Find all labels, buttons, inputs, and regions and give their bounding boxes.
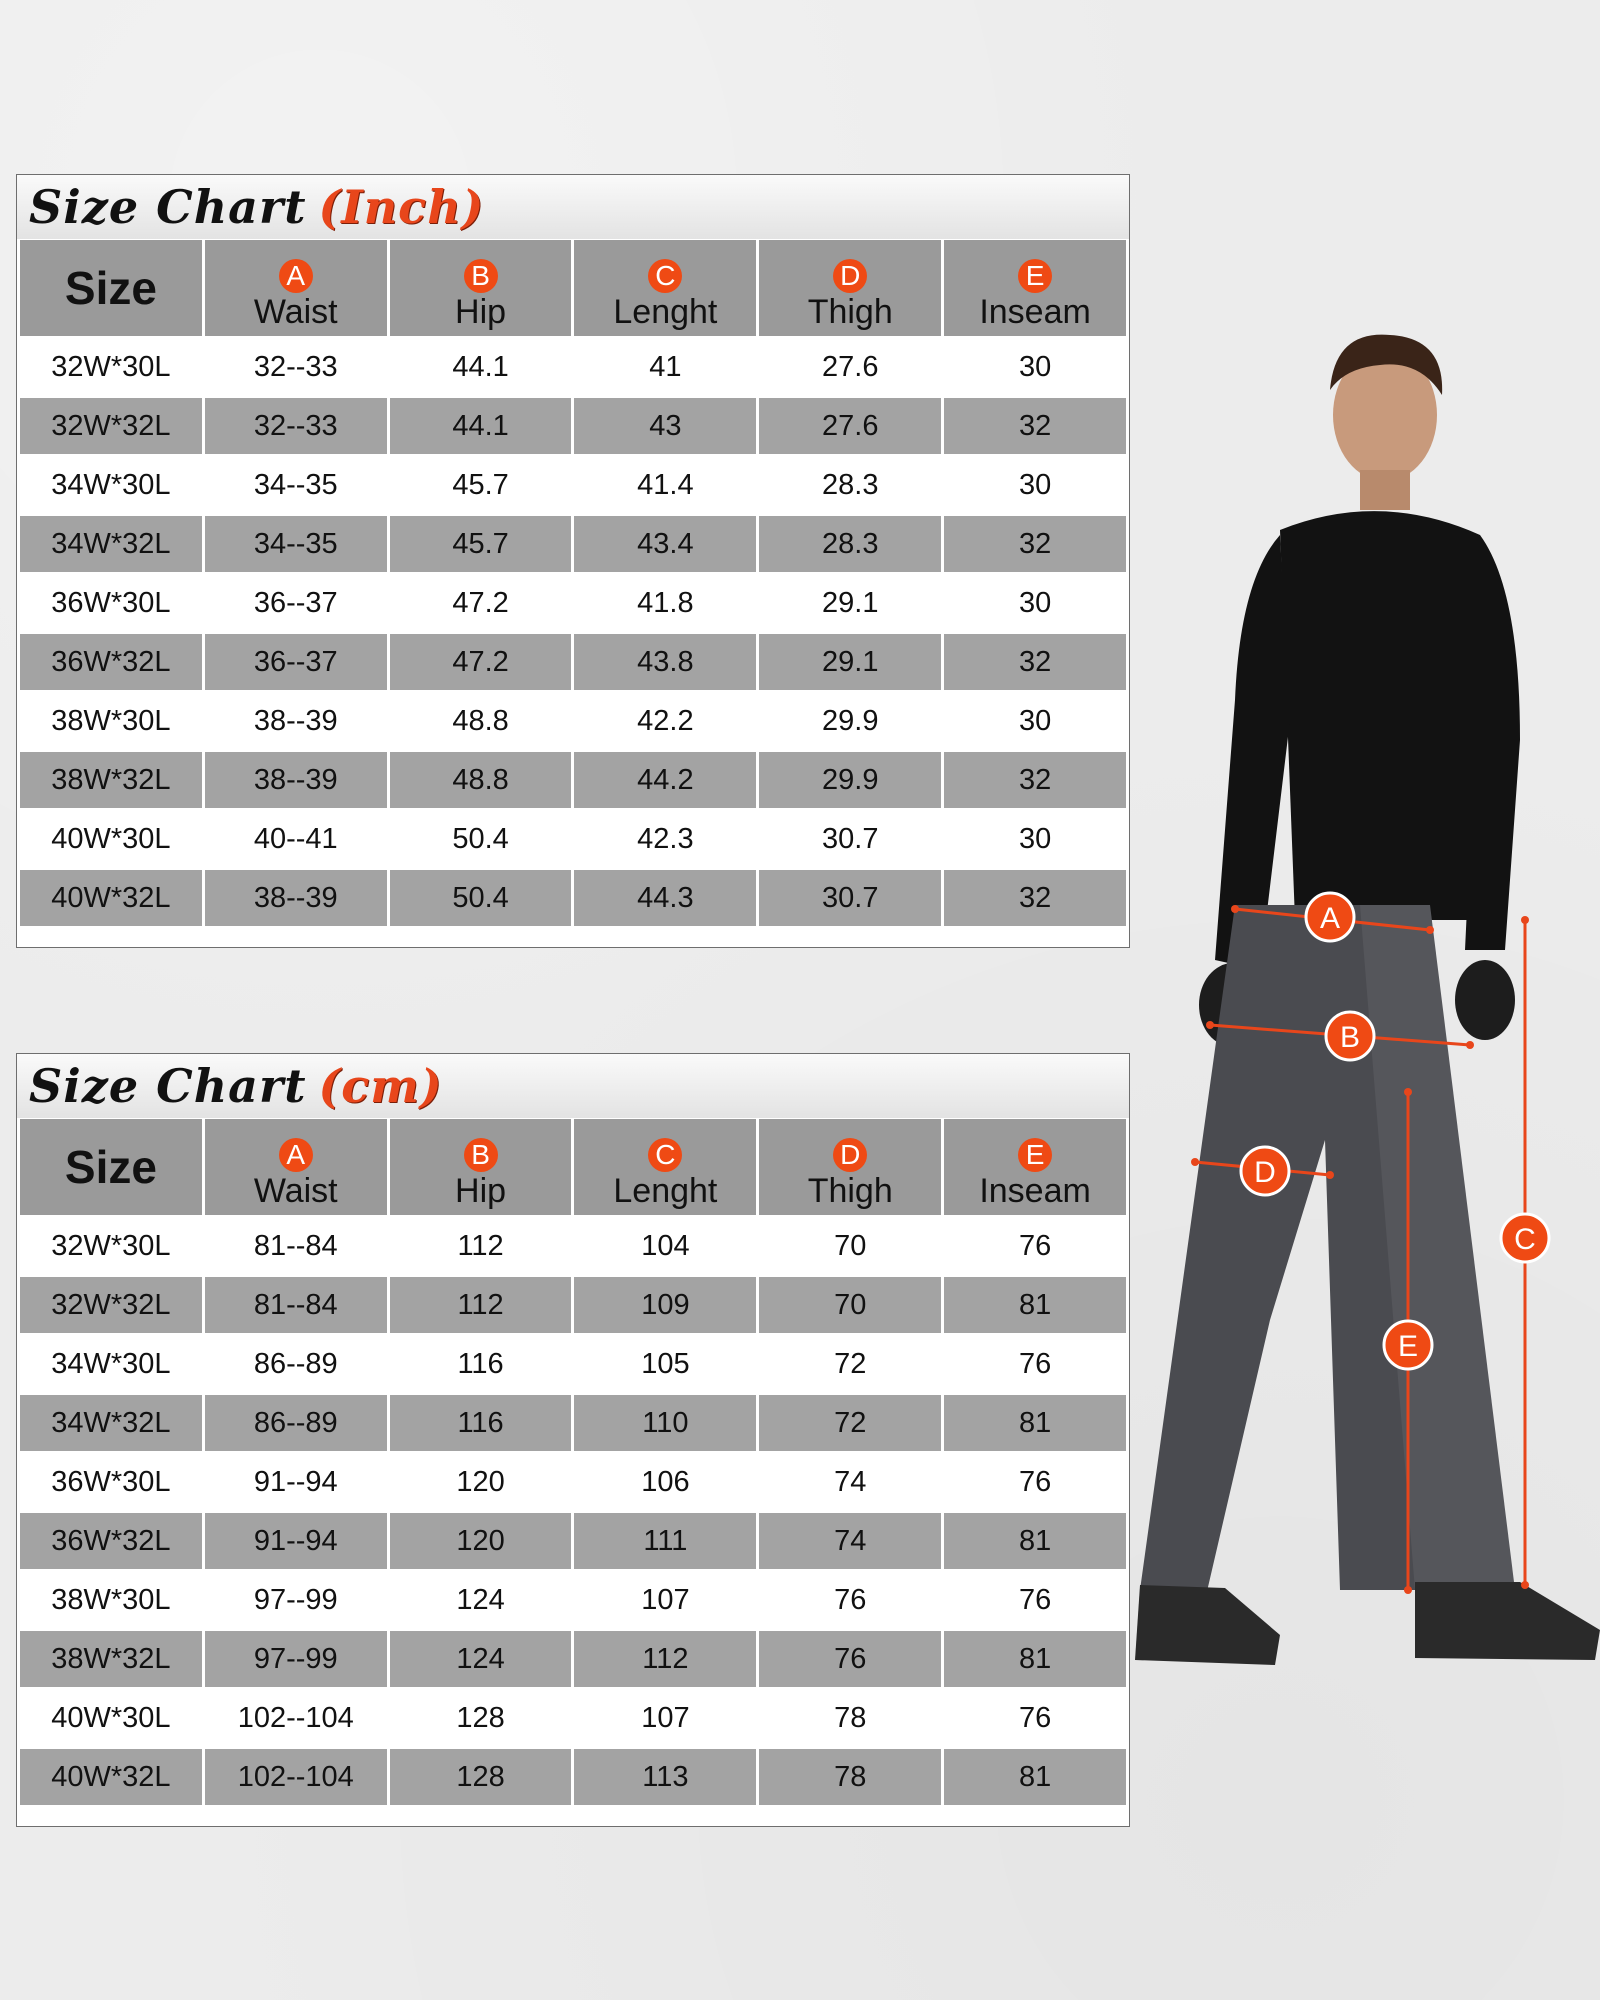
measurement-cell: 43.4 [574, 516, 756, 572]
table-row [20, 1454, 1126, 1510]
measurement-cell: 34--35 [205, 457, 387, 513]
measurement-cell: 38--39 [205, 752, 387, 808]
measurement-cell: 45.7 [390, 457, 572, 513]
size-cell: 34W*30L [20, 1336, 202, 1392]
measurement-badge: C [648, 1138, 682, 1172]
measurement-cell: 81 [944, 1749, 1126, 1805]
table-row [20, 870, 1126, 926]
column-header-size: Size [20, 1119, 202, 1215]
size-cell: 40W*30L [20, 811, 202, 867]
measurement-cell: 40--41 [205, 811, 387, 867]
measurement-cell: 44.3 [574, 870, 756, 926]
table-row [20, 1395, 1126, 1451]
measurement-cell: 29.1 [759, 634, 941, 690]
measurement-cell: 72 [759, 1395, 941, 1451]
measurement-cell: 32--33 [205, 398, 387, 454]
measurement-cell: 29.9 [759, 752, 941, 808]
measurement-cell: 107 [574, 1572, 756, 1628]
column-header [205, 1119, 387, 1215]
size-chart-inch [16, 174, 1130, 948]
column-header [574, 240, 756, 336]
measurement-cell: 43.8 [574, 634, 756, 690]
column-header [759, 1119, 941, 1215]
measurement-cell: 76 [944, 1336, 1126, 1392]
table-row [20, 339, 1126, 395]
size-cell: 38W*30L [20, 1572, 202, 1628]
measurement-cell: 50.4 [390, 811, 572, 867]
measurement-cell: 32--33 [205, 339, 387, 395]
size-chart-cm [16, 1053, 1130, 1827]
size-cell: 40W*32L [20, 870, 202, 926]
column-header [944, 240, 1126, 336]
chart-unit: (cm) [318, 1059, 443, 1113]
measurement-cell: 48.8 [390, 752, 572, 808]
size-cell: 34W*32L [20, 1395, 202, 1451]
measurement-badge: B [464, 259, 498, 293]
measurement-cell: 30 [944, 339, 1126, 395]
column-header-label: Waist [253, 1172, 338, 1210]
column-header [574, 1119, 756, 1215]
measurement-cell: 38--39 [205, 693, 387, 749]
column-header-label: Hip [455, 293, 507, 331]
chart-title [17, 1054, 1129, 1118]
size-cell: 38W*30L [20, 693, 202, 749]
measurement-cell: 43 [574, 398, 756, 454]
measurement-cell: 102--104 [205, 1749, 387, 1805]
measurement-cell: 107 [574, 1690, 756, 1746]
table-row [20, 1336, 1126, 1392]
column-header-size: Size [20, 240, 202, 336]
measurement-cell: 112 [574, 1631, 756, 1687]
table-row [20, 1690, 1126, 1746]
table-row [20, 1631, 1126, 1687]
table-row [20, 752, 1126, 808]
table-header-row [20, 240, 1126, 336]
measurement-cell: 38--39 [205, 870, 387, 926]
size-cell: 40W*32L [20, 1749, 202, 1805]
measurement-cell: 78 [759, 1690, 941, 1746]
measurement-cell: 128 [390, 1749, 572, 1805]
measurement-cell: 110 [574, 1395, 756, 1451]
measurement-cell: 112 [390, 1218, 572, 1274]
measurement-cell: 111 [574, 1513, 756, 1569]
measurement-cell: 41.8 [574, 575, 756, 631]
table-row [20, 516, 1126, 572]
size-cell: 36W*30L [20, 575, 202, 631]
measurement-badge: D [833, 259, 867, 293]
measurement-badge: E [1018, 1138, 1052, 1172]
svg-text:B: B [1339, 1021, 1361, 1054]
measurement-cell: 104 [574, 1218, 756, 1274]
measurement-cell: 86--89 [205, 1336, 387, 1392]
measurement-cell: 72 [759, 1336, 941, 1392]
table-row [20, 1277, 1126, 1333]
model-illustration [1130, 320, 1600, 1680]
svg-text:C: C [1514, 1223, 1536, 1256]
chart-title-text: Size Chart [29, 1059, 307, 1113]
measurement-cell: 32 [944, 752, 1126, 808]
measurement-cell: 76 [759, 1631, 941, 1687]
marker-d [1241, 1147, 1289, 1195]
measurement-cell: 97--99 [205, 1572, 387, 1628]
measurement-cell: 112 [390, 1277, 572, 1333]
table-row [20, 1218, 1126, 1274]
column-header [390, 240, 572, 336]
measurement-cell: 120 [390, 1513, 572, 1569]
measurement-cell: 50.4 [390, 870, 572, 926]
measurement-cell: 30 [944, 575, 1126, 631]
measurement-cell: 106 [574, 1454, 756, 1510]
measurement-cell: 76 [759, 1572, 941, 1628]
size-cell: 40W*30L [20, 1690, 202, 1746]
size-cell: 34W*32L [20, 516, 202, 572]
measurement-cell: 29.9 [759, 693, 941, 749]
size-cell: 38W*32L [20, 1631, 202, 1687]
measurement-cell: 124 [390, 1631, 572, 1687]
measurement-cell: 30 [944, 693, 1126, 749]
model-right-glove [1455, 960, 1515, 1040]
table-row [20, 575, 1126, 631]
column-header-label: Thigh [807, 1172, 893, 1210]
measurement-cell: 36--37 [205, 634, 387, 690]
chart-unit: (Inch) [318, 180, 485, 234]
measurement-cell: 74 [759, 1454, 941, 1510]
measurement-cell: 97--99 [205, 1631, 387, 1687]
measurement-cell: 42.3 [574, 811, 756, 867]
size-cell: 38W*32L [20, 752, 202, 808]
measurement-cell: 76 [944, 1690, 1126, 1746]
model-shirt [1280, 511, 1495, 920]
size-cell: 32W*32L [20, 398, 202, 454]
measurement-cell: 109 [574, 1277, 756, 1333]
table-row [20, 1749, 1126, 1805]
measurement-cell: 76 [944, 1572, 1126, 1628]
table-header-row [20, 1119, 1126, 1215]
table-row [20, 398, 1126, 454]
measurement-cell: 120 [390, 1454, 572, 1510]
measurement-cell: 116 [390, 1395, 572, 1451]
measurement-cell: 78 [759, 1749, 941, 1805]
measurement-cell: 36--37 [205, 575, 387, 631]
measurement-cell: 113 [574, 1749, 756, 1805]
measurement-cell: 30.7 [759, 811, 941, 867]
measurement-cell: 48.8 [390, 693, 572, 749]
measurement-cell: 70 [759, 1218, 941, 1274]
model-left-arm [1215, 535, 1290, 970]
column-header-label: Waist [253, 293, 338, 331]
measurement-cell: 81 [944, 1631, 1126, 1687]
column-header-label: Lenght [613, 293, 718, 331]
size-cell: 34W*30L [20, 457, 202, 513]
measurement-cell: 28.3 [759, 457, 941, 513]
column-header [205, 240, 387, 336]
marker-e [1384, 1321, 1432, 1369]
size-cell: 36W*32L [20, 1513, 202, 1569]
table-row [20, 693, 1126, 749]
model-right-boot [1415, 1582, 1600, 1660]
measurement-badge: A [279, 259, 313, 293]
measurement-cell: 91--94 [205, 1454, 387, 1510]
table-row [20, 634, 1126, 690]
svg-text:E: E [1397, 1330, 1419, 1363]
measurement-cell: 42.2 [574, 693, 756, 749]
measurement-cell: 32 [944, 870, 1126, 926]
measurement-badge: C [648, 259, 682, 293]
measurement-cell: 32 [944, 634, 1126, 690]
size-table [17, 1116, 1129, 1808]
model-left-boot [1135, 1585, 1280, 1665]
measurement-cell: 76 [944, 1218, 1126, 1274]
table-row [20, 457, 1126, 513]
measurement-cell: 74 [759, 1513, 941, 1569]
measurement-cell: 41 [574, 339, 756, 395]
svg-text:A: A [1319, 902, 1341, 935]
measurement-cell: 116 [390, 1336, 572, 1392]
column-header-label: Hip [455, 1172, 507, 1210]
measurement-cell: 81 [944, 1513, 1126, 1569]
measurement-cell: 81--84 [205, 1277, 387, 1333]
chart-title [17, 175, 1129, 239]
column-header-label: Inseam [979, 293, 1091, 331]
size-cell: 32W*32L [20, 1277, 202, 1333]
column-header-label: Lenght [613, 1172, 718, 1210]
measurement-cell: 81--84 [205, 1218, 387, 1274]
size-cell: 36W*30L [20, 1454, 202, 1510]
column-header [390, 1119, 572, 1215]
measurement-cell: 102--104 [205, 1690, 387, 1746]
table-row [20, 1513, 1126, 1569]
size-cell: 36W*32L [20, 634, 202, 690]
size-cell: 32W*30L [20, 339, 202, 395]
measurement-cell: 30 [944, 811, 1126, 867]
chart-title-text: Size Chart [29, 180, 307, 234]
measurement-cell: 47.2 [390, 634, 572, 690]
measurement-cell: 70 [759, 1277, 941, 1333]
measurement-cell: 30 [944, 457, 1126, 513]
svg-text:D: D [1254, 1156, 1276, 1189]
measurement-cell: 44.1 [390, 398, 572, 454]
measurement-cell: 81 [944, 1277, 1126, 1333]
measurement-cell: 41.4 [574, 457, 756, 513]
size-cell: 32W*30L [20, 1218, 202, 1274]
measurement-cell: 44.1 [390, 339, 572, 395]
size-table [17, 237, 1129, 929]
measurement-cell: 28.3 [759, 516, 941, 572]
measurement-cell: 105 [574, 1336, 756, 1392]
measurement-cell: 47.2 [390, 575, 572, 631]
marker-b [1326, 1012, 1374, 1060]
measurement-badge: B [464, 1138, 498, 1172]
column-header [759, 240, 941, 336]
measurement-cell: 76 [944, 1454, 1126, 1510]
column-header [944, 1119, 1126, 1215]
measurement-cell: 44.2 [574, 752, 756, 808]
measurement-badge: D [833, 1138, 867, 1172]
measurement-cell: 27.6 [759, 339, 941, 395]
measurement-cell: 128 [390, 1690, 572, 1746]
measurement-cell: 27.6 [759, 398, 941, 454]
measurement-cell: 124 [390, 1572, 572, 1628]
measurement-cell: 86--89 [205, 1395, 387, 1451]
measurement-cell: 91--94 [205, 1513, 387, 1569]
marker-c [1501, 1214, 1549, 1262]
model-neck [1360, 470, 1410, 510]
column-header-label: Thigh [807, 293, 893, 331]
measurement-cell: 81 [944, 1395, 1126, 1451]
measurement-cell: 32 [944, 398, 1126, 454]
measurement-cell: 34--35 [205, 516, 387, 572]
measurement-cell: 32 [944, 516, 1126, 572]
table-row [20, 1572, 1126, 1628]
measurement-cell: 29.1 [759, 575, 941, 631]
measurement-badge: E [1018, 259, 1052, 293]
measurement-badge: A [279, 1138, 313, 1172]
marker-a [1306, 893, 1354, 941]
column-header-label: Inseam [979, 1172, 1091, 1210]
measurement-cell: 45.7 [390, 516, 572, 572]
table-row [20, 811, 1126, 867]
measurement-cell: 30.7 [759, 870, 941, 926]
